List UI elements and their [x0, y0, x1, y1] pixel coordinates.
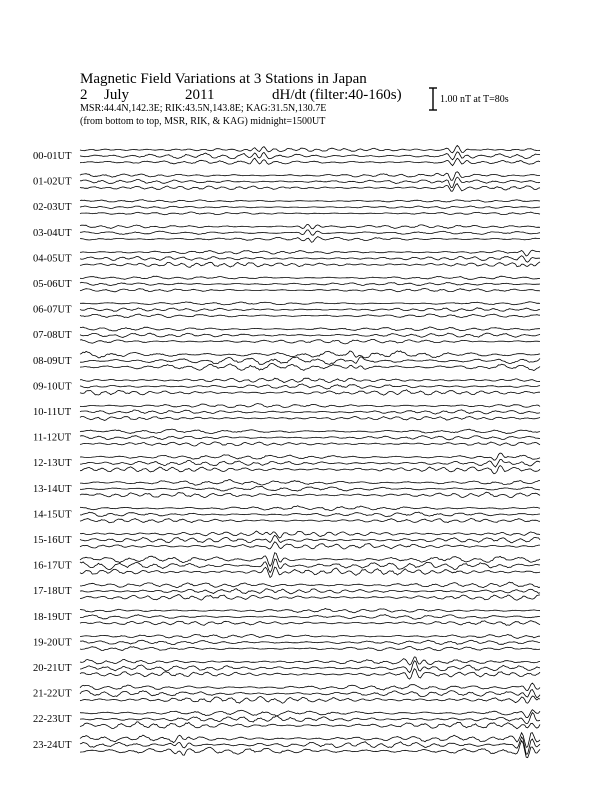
trace-RIK-02-03UT	[80, 206, 540, 209]
trace-MSR-21-22UT	[80, 696, 540, 703]
row-label-16-17UT: 16-17UT	[33, 560, 72, 572]
row-label-19-20UT: 19-20UT	[33, 637, 72, 649]
trace-KAG-01-02UT	[80, 172, 540, 181]
trace-RIK-17-18UT	[80, 589, 540, 594]
trace-MSR-14-15UT	[80, 518, 540, 522]
trace-MSR-17-18UT	[80, 595, 540, 601]
trace-RIK-10-11UT	[80, 410, 540, 414]
row-label-22-23UT: 22-23UT	[33, 714, 72, 726]
trace-order-note: (from bottom to top, MSR, RIK, & KAG) midnight=1500UT	[80, 116, 326, 127]
row-label-10-11UT: 10-11UT	[33, 407, 72, 418]
date-day: 2	[80, 87, 88, 103]
trace-KAG-05-06UT	[80, 276, 540, 279]
trace-RIK-06-07UT	[80, 308, 540, 312]
row-label-23-24UT: 23-24UT	[33, 739, 72, 751]
trace-KAG-20-21UT	[80, 657, 540, 665]
row-label-12-13UT: 12-13UT	[33, 458, 72, 470]
trace-KAG-08-09UT	[80, 351, 540, 358]
trace-KAG-13-14UT	[80, 480, 540, 486]
trace-MSR-11-12UT	[80, 442, 540, 446]
trace-KAG-21-22UT	[80, 683, 540, 691]
trace-KAG-09-10UT	[80, 378, 540, 382]
trace-MSR-00-01UT	[80, 158, 540, 165]
trace-RIK-09-10UT	[80, 384, 540, 389]
trace-MSR-20-21UT	[80, 669, 540, 679]
trace-RIK-00-01UT	[80, 152, 540, 160]
trace-KAG-17-18UT	[80, 582, 540, 588]
trace-KAG-10-11UT	[80, 404, 540, 408]
trace-MSR-16-17UT	[80, 567, 540, 577]
trace-RIK-07-08UT	[80, 333, 540, 337]
trace-MSR-12-13UT	[80, 466, 540, 474]
row-label-14-15UT: 14-15UT	[33, 509, 72, 521]
row-label-07-08UT: 07-08UT	[33, 330, 72, 342]
row-label-20-21UT: 20-21UT	[33, 663, 72, 674]
row-label-08-09UT: 08-09UT	[33, 355, 72, 367]
row-label-18-19UT: 18-19UT	[33, 611, 72, 623]
trace-MSR-19-20UT	[80, 647, 540, 651]
trace-MSR-13-14UT	[80, 492, 540, 497]
trace-RIK-04-05UT	[80, 256, 540, 263]
trace-MSR-08-09UT	[80, 363, 540, 370]
row-label-15-16UT: 15-16UT	[33, 535, 72, 546]
trace-rows	[33, 145, 540, 757]
trace-KAG-14-15UT	[80, 506, 540, 511]
trace-MSR-05-06UT	[80, 289, 540, 292]
trace-KAG-16-17UT	[80, 553, 540, 567]
trace-KAG-03-04UT	[80, 225, 540, 229]
row-label-05-06UT: 05-06UT	[33, 279, 72, 290]
row-label-03-04UT: 03-04UT	[33, 227, 72, 239]
trace-RIK-11-12UT	[80, 436, 540, 440]
row-label-17-18UT: 17-18UT	[33, 586, 72, 598]
trace-KAG-04-05UT	[80, 250, 540, 256]
trace-RIK-03-04UT	[80, 230, 540, 235]
date-year: 2011	[185, 87, 215, 103]
scale-bar	[429, 88, 437, 110]
trace-KAG-22-23UT	[80, 710, 540, 718]
trace-RIK-21-22UT	[80, 690, 540, 698]
row-label-09-10UT: 09-10UT	[33, 381, 72, 393]
trace-MSR-02-03UT	[80, 212, 540, 215]
trace-KAG-07-08UT	[80, 327, 540, 331]
trace-MSR-23-24UT	[80, 741, 540, 758]
trace-RIK-19-20UT	[80, 640, 540, 644]
trace-KAG-06-07UT	[80, 302, 540, 305]
row-label-06-07UT: 06-07UT	[33, 304, 72, 316]
trace-MSR-15-16UT	[80, 542, 540, 549]
row-label-13-14UT: 13-14UT	[33, 483, 72, 495]
trace-KAG-23-24UT	[80, 733, 540, 748]
trace-KAG-00-01UT	[80, 145, 540, 152]
trace-RIK-08-09UT	[80, 357, 540, 365]
trace-RIK-20-21UT	[80, 661, 540, 673]
row-label-21-22UT: 21-22UT	[33, 688, 72, 700]
trace-MSR-04-05UT	[80, 262, 540, 267]
trace-KAG-15-16UT	[80, 531, 540, 538]
row-label-11-12UT: 11-12UT	[33, 432, 72, 444]
trace-MSR-22-23UT	[80, 722, 540, 729]
trace-RIK-14-15UT	[80, 512, 540, 517]
trace-MSR-03-04UT	[80, 237, 540, 243]
trace-KAG-19-20UT	[80, 634, 540, 638]
trace-MSR-18-19UT	[80, 621, 540, 626]
trace-KAG-12-13UT	[80, 453, 540, 460]
trace-MSR-10-11UT	[80, 416, 540, 420]
trace-RIK-01-02UT	[80, 177, 540, 188]
trace-KAG-11-12UT	[80, 429, 540, 434]
trace-KAG-18-19UT	[80, 609, 540, 613]
row-label-02-03UT: 02-03UT	[33, 202, 72, 214]
row-label-00-01UT: 00-01UT	[33, 151, 72, 162]
trace-RIK-18-19UT	[80, 615, 540, 620]
trace-MSR-01-02UT	[80, 184, 540, 192]
trace-RIK-15-16UT	[80, 535, 540, 542]
trace-MSR-06-07UT	[80, 314, 540, 318]
station-coordinates: MSR:44.4N,142.3E; RIK:43.5N,143.8E; KAG:31.5N,130.7E	[80, 103, 327, 114]
row-label-04-05UT: 04-05UT	[33, 253, 72, 265]
date-month: July	[104, 87, 130, 103]
trace-RIK-13-14UT	[80, 487, 540, 492]
scale-bar-label: 1.00 nT at T=80s	[440, 94, 509, 105]
quantity-filter-label: dH/dt (filter:40-160s)	[272, 87, 402, 103]
trace-RIK-22-23UT	[80, 713, 540, 724]
row-label-01-02UT: 01-02UT	[33, 176, 72, 188]
chart-title: Magnetic Field Variations at 3 Stations in Japan	[80, 71, 367, 87]
trace-MSR-07-08UT	[80, 339, 540, 344]
trace-RIK-16-17UT	[80, 559, 540, 573]
trace-KAG-02-03UT	[80, 200, 540, 203]
trace-MSR-09-10UT	[80, 390, 540, 396]
trace-RIK-05-06UT	[80, 282, 540, 285]
trace-RIK-12-13UT	[80, 459, 540, 467]
